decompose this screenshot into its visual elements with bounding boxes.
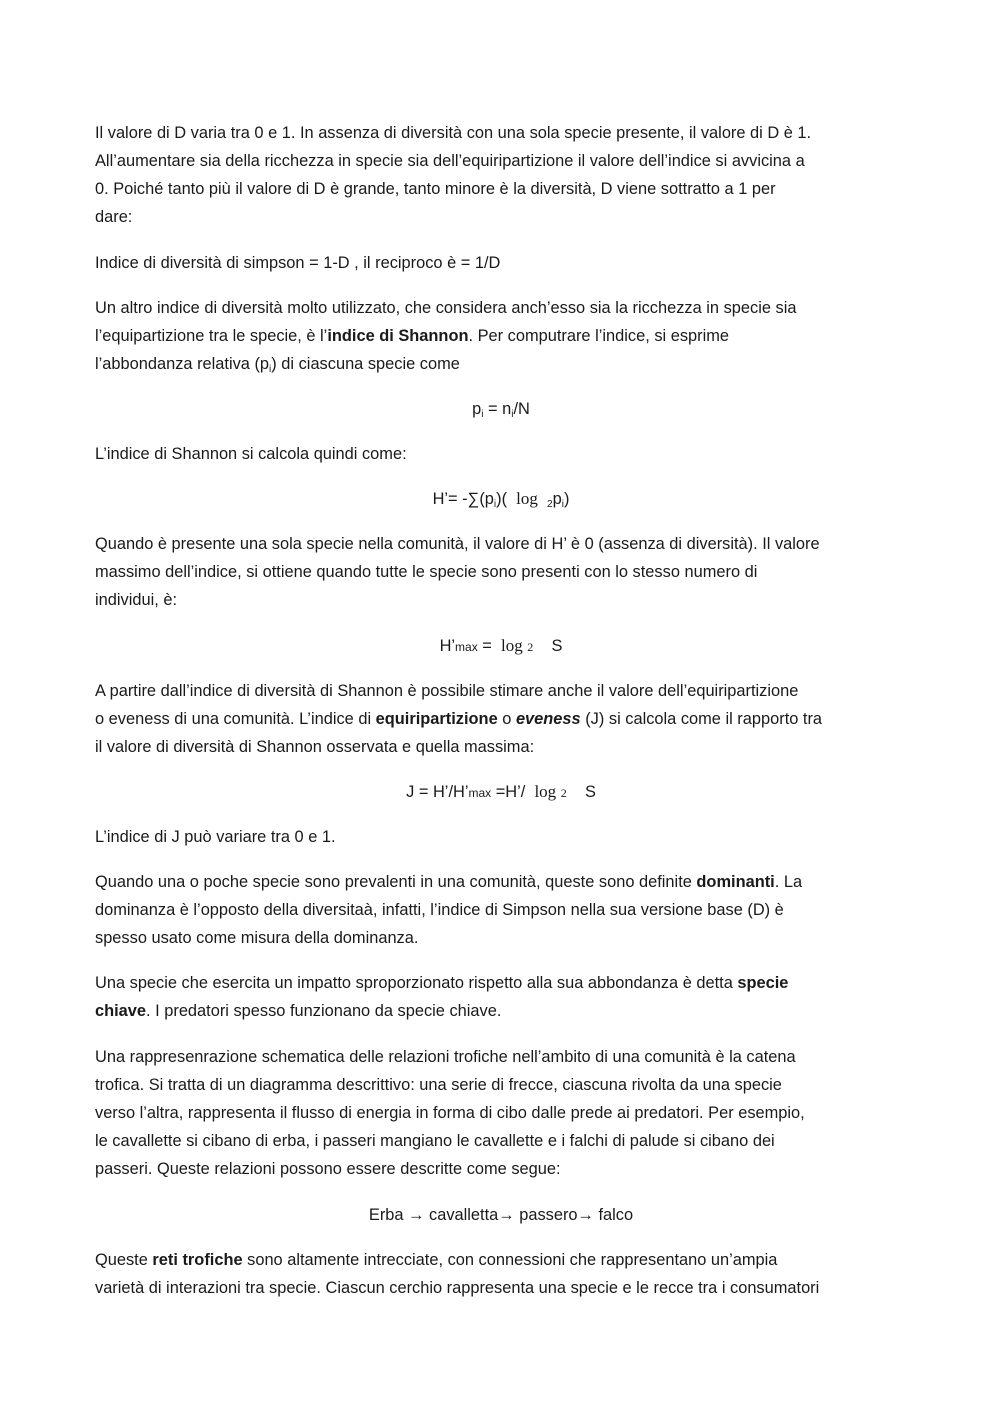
text-line: Un altro indice di diversità molto utilizzato, che considera anch’esso sia la ricchezza in specie sia [95,299,797,317]
text-line: L’indice di J può variare tra 0 e 1. [95,828,336,846]
equation-h-max [95,632,907,661]
subscript: max [455,640,478,654]
text-span: l’abbondanza relativa (p [95,355,270,373]
eq-part: ) [563,490,570,508]
bold-term: specie [737,974,789,992]
text-line [95,322,907,350]
text-line [95,350,907,384]
text-line: spesso usato come misura della dominanza. [95,929,419,947]
log-operator: log [516,489,538,508]
eq-part: H’ [439,637,456,655]
bold-term: chiave [95,1002,147,1020]
subscript: 2 [547,499,553,510]
text-span: Queste [95,1251,153,1269]
bold-term: dominanti [696,873,775,891]
text-line [95,997,907,1025]
log-base: 2 [527,640,534,654]
text-span: o [497,710,516,728]
text-line: dare: [95,208,133,226]
text-line: 0. Poiché tanto più il valore di D è grande, tanto minore è la diversità, D viene sottratto a 1 per [95,180,776,198]
subscript: max [468,786,492,800]
text-line: Quando è presente una sola specie nella comunità, il valore di H’ è 0 (assenza di diversità). Il valore [95,535,820,553]
log-operator: log [534,782,557,801]
text-line: le cavallette si cibano di erba, i passeri mangiano le cavallette e i falchi di palude si cibano dei [95,1132,775,1150]
text-line: A partire dall’indice di diversità di Shannon è possibile stimare anche il valore dell’equiripartizione [95,682,799,700]
bold-term: reti trofiche [152,1251,243,1269]
log-base: 2 [560,786,567,800]
equation-relative-abundance [95,395,907,429]
text-line: Il valore di D varia tra 0 e 1. In assenza di diversità con una sola specie presente, il valore di D è 1. [95,124,812,142]
subscript: i [493,499,497,510]
subscript: i [269,364,272,375]
text-line: dominanza è l’opposto della diversitaà, infatti, l’indice di Simpson nella sua versione base (D) è [95,901,784,919]
eq-part: S [551,637,563,655]
eq-part: p [472,400,482,418]
subscript: i [481,409,484,420]
log-operator: log [500,636,523,655]
food-chain-example: Erba → cavalletta→ passero→ falco [368,1206,634,1224]
text-line: Una rappresenrazione schematica delle relazioni trofiche nell’ambito di una comunità è la catena [95,1048,796,1066]
text-line [95,705,907,733]
bold-term: equiripartizione [375,710,498,728]
eq-part: = n [483,400,512,418]
eq-part: p [552,490,562,508]
eq-part: /N [513,400,530,418]
text-line: L’indice di Shannon si calcola quindi come: [95,445,407,463]
text-span: . Per computrare l’indice, si esprime [468,327,730,345]
eq-part: J = H’/H’ [406,783,469,801]
text-span: Quando una o poche specie sono prevalenti in una comunità, queste sono definite [95,873,697,891]
text-line: passeri. Queste relazioni possono essere descritte come segue: [95,1160,561,1178]
text-span: ) di ciascuna specie come [271,355,460,373]
text-line [95,1246,907,1274]
text-line: il valore di diversità di Shannon osservata e quella massima: [95,738,535,756]
text-line: varietà di interazioni tra specie. Ciascun cerchio rappresenta una specie e le recce tra i consumatori [95,1279,820,1297]
eq-part: =H’/ [491,783,526,801]
text-line [95,969,907,997]
text-span: . I predatori spesso funzionano da specie chiave. [146,1002,502,1020]
equation-eveness [95,778,907,807]
equation-shannon [95,485,907,519]
bold-term: indice di Shannon [327,327,469,345]
text-span: (J) si calcola come il rapporto tra [580,710,823,728]
text-span: . La [774,873,803,891]
text-line: verso l’altra, rappresenta il flusso di energia in forma di cibo dalle prede ai predatori. Per esempio, [95,1104,805,1122]
text-line: All’aumentare sia della ricchezza in specie sia dell’equiripartizione il valore dell’indice si avvicina a [95,152,805,170]
eq-part: S [584,783,596,801]
simpson-index-formula: Indice di diversità di simpson = 1-D , il reciproco è = 1/D [95,254,501,272]
eq-part: H’= -∑(p [432,490,494,508]
text-line: massimo dell’indice, si ottiene quando tutte le specie sono presenti con lo stesso numero di [95,563,758,581]
text-line: individui, è: [95,591,178,609]
text-line [95,868,907,896]
text-span: sono altamente intrecciate, con connessioni che rappresentano un’ampia [242,1251,778,1269]
subscript: i [561,499,564,510]
text-span: l’equipartizione tra le specie, è l’ [95,327,328,345]
eq-part: )( [496,490,508,508]
bold-italic-term: eveness [515,710,581,728]
text-span: Una specie che esercita un impatto sproporzionato rispetto alla sua abbondanza è detta [95,974,738,992]
eq-part: = [477,637,497,655]
subscript: i [511,409,514,420]
text-span: o eveness di una comunità. L’indice di [95,710,376,728]
text-line: trofica. Si tratta di un diagramma descrittivo: una serie di frecce, ciascuna rivolta da una specie [95,1076,782,1094]
